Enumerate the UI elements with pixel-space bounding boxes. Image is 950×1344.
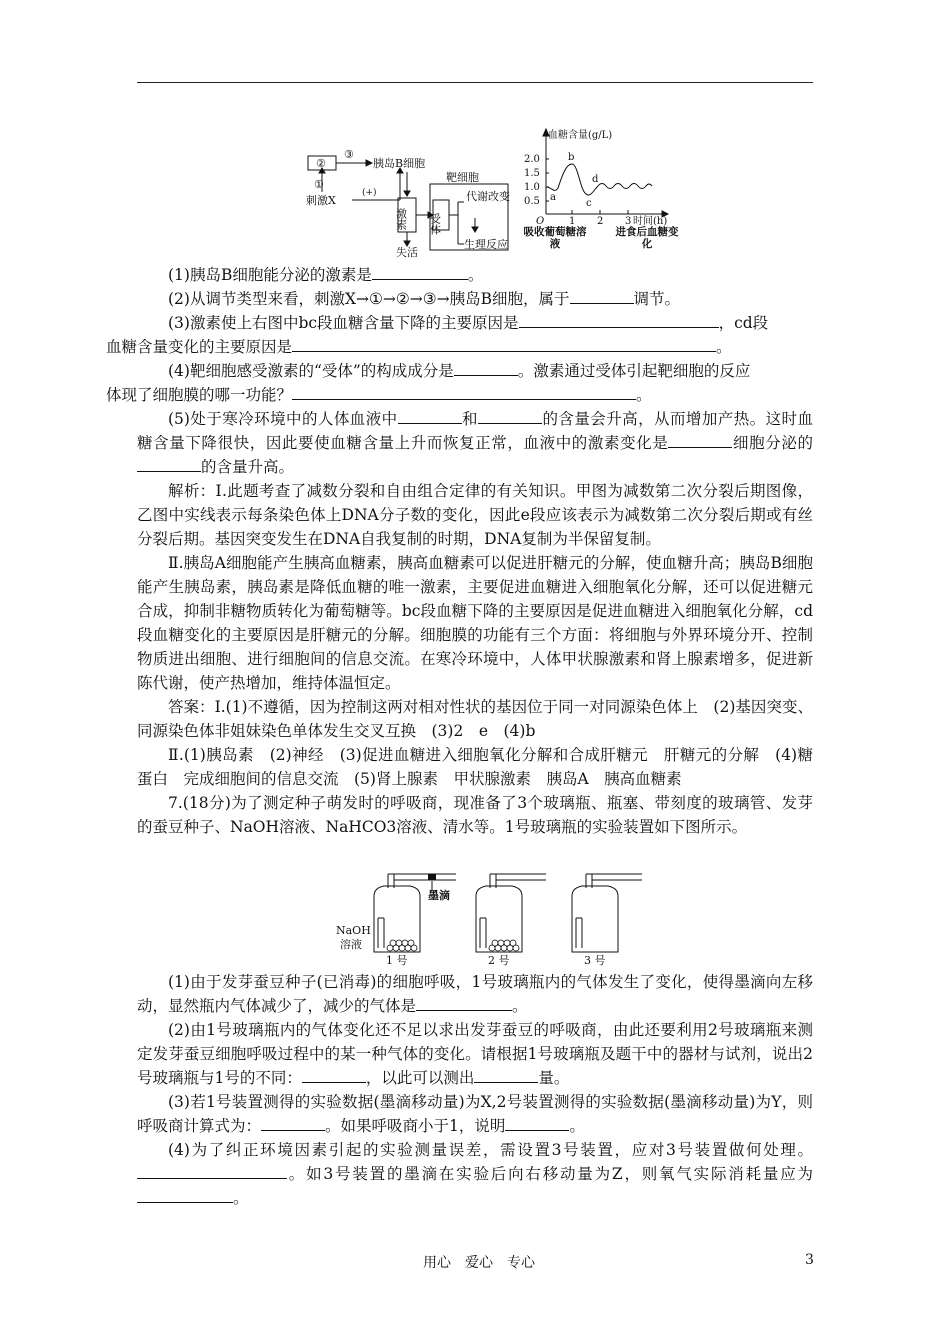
label-naoh-solution: 溶液 — [340, 938, 362, 951]
graph-ytick-0-5: 0.5 — [524, 196, 540, 207]
question-6-3: (3)激素使上右图中bc段血糖含量下降的主要原因是 ，cd段 血糖含量变化的主要原因是 。 — [106, 314, 769, 356]
blank[interactable] — [505, 1115, 569, 1131]
graph-ylabel: 血糖含量(g/L) — [548, 130, 613, 141]
flow-inactivation: 失活 — [396, 246, 418, 258]
question-7-3: (3)若1号装置测得的实验数据(墨滴移动量)为X,2号装置测得的实验数据(墨滴移动量)为Y，则呼吸商计算式为： 。如果呼吸商小于1，说明 。 — [137, 1093, 813, 1135]
page-number: 3 — [805, 1252, 814, 1268]
question-7-2: (2)由1号玻璃瓶内的气体变化还不足以求出发芽蚕豆的呼吸商，由此还要利用2号玻璃瓶来测定发芽蚕豆细胞呼吸过程中的某一种气体的变化。请根据1号玻璃瓶及题干中的器材与试剂，说出2号玻璃瓶与1号的不同： ，以此可以测出 量。 — [137, 1021, 813, 1087]
flow-node-1: ① — [314, 178, 324, 191]
regulation-flow-diagram — [300, 148, 512, 258]
header-rule — [137, 82, 813, 83]
blank[interactable] — [668, 432, 732, 448]
label-ink-drop: 墨滴 — [428, 889, 450, 902]
question-6-2: (2)从调节类型来看，刺激X→①→②→③→胰岛B细胞，属于 调节。 — [168, 290, 681, 308]
blank[interactable] — [261, 1115, 325, 1131]
blank[interactable] — [398, 408, 462, 424]
blank[interactable] — [292, 336, 716, 352]
blank[interactable] — [478, 408, 542, 424]
flow-plus: (+) — [362, 188, 377, 198]
flow-node-2: ② — [316, 157, 326, 170]
blank[interactable] — [372, 264, 468, 280]
blood-glucose-graph — [516, 124, 696, 258]
label-naoh: NaOH — [336, 924, 371, 937]
question-7-parts — [137, 970, 813, 1210]
blank[interactable] — [474, 1067, 538, 1083]
graph-caption-left: 吸收葡萄糖溶液 — [523, 226, 587, 250]
analysis-1: 解析：Ⅰ.此题考查了减数分裂和自由组合定律的有关知识。甲图为减数第二次分裂后期图像，乙图中实线表示每条染色体上DNA分子数的变化，因此e段应该表示为减数第二次分裂后期或有丝分裂后期。基因突变发生在DNA自我复制的时期，DNA复制为半保留复制。 — [137, 482, 813, 548]
blank[interactable] — [416, 995, 512, 1011]
flow-node-3: ③ — [344, 148, 354, 161]
graph-ytick-1-0: 1.0 — [524, 182, 540, 193]
graph-point-a: a — [550, 192, 556, 203]
flow-metabolism-change: 代谢改变 — [466, 190, 510, 203]
blank[interactable] — [519, 312, 719, 328]
footer-motto: 用心 爱心 专心 — [423, 1255, 535, 1271]
analysis-2: Ⅱ.胰岛A细胞能产生胰高血糖素，胰高血糖素可以促进肝糖元的分解，使血糖升高；胰岛B细胞能产生胰岛素，胰岛素是降低血糖的唯一激素，主要促进血糖进入细胞氧化分解，还可以促进糖元合成，抑制非糖物质转化为葡萄糖等。bc段血糖下降的主要原因是促进血糖进入细胞氧化分解，cd段血糖变化的主要原因是肝糖元的分解。细胞膜的功能有三个方面：将细胞与外界环境分开、控制物质进出细胞、进行细胞间的信息交流。在寒冷环境中，人体甲状腺激素和肾上腺素增多，促进新陈代谢，使产热增加，维持体温恒定。 — [137, 554, 813, 692]
blank[interactable] — [137, 456, 201, 472]
flow-physiological-response: 生理反应 — [464, 238, 508, 251]
graph-caption-right: 进食后血糖变化 — [615, 226, 679, 250]
graph-xunit: 时间(h) — [633, 216, 668, 227]
graph-point-c: c — [586, 198, 592, 209]
flow-target-cell: 靶细胞 — [446, 171, 479, 184]
graph-xtick-2: 2 — [597, 216, 604, 227]
flow-hormone: 激素 — [394, 208, 408, 230]
answer-2: Ⅱ.(1)胰岛素 (2)神经 (3)促进血糖进入细胞氧化分解和合成肝糖元 肝糖元的分解 (4)糖蛋白 完成细胞间的信息交流 (5)肾上腺素 甲状腺激素 胰岛A 胰高血糖素 — [137, 746, 813, 788]
answer-1: 答案：Ⅰ.(1)不遵循，因为控制这两对相对性状的基因位于同一对同源染色体上 (2)基因突变、同源染色体非姐妹染色单体发生交叉互换 (3)2 e (4)b — [137, 698, 813, 740]
question-7-4: (4)为了纠正环境因素引起的实验测量误差，需设置3号装置，应对3号装置做何处理。。如3号装置的墨滴在实验后向右移动量为Z，则氧气实际消耗量应为。 — [137, 1138, 813, 1210]
question-6-5: (5)处于寒冷环境中的人体血液中 和 的含量会升高，从而增加产热。这时血糖含量下降很快，因此要使血糖含量上升而恢复正常，血液中的激素变化是 细胞分泌的的含量升高。 — [137, 410, 813, 476]
blank[interactable] — [570, 288, 634, 304]
blank[interactable] — [292, 384, 636, 400]
blank[interactable] — [137, 1163, 287, 1179]
graph-origin: O — [536, 216, 545, 227]
bottle-apparatus-figure — [336, 868, 656, 966]
graph-xtick-1: 1 — [569, 216, 576, 227]
blank[interactable] — [302, 1067, 366, 1083]
flow-stimulus-x: 刺激X — [306, 194, 336, 207]
graph-point-d: d — [592, 174, 599, 185]
label-bottle-2: 2 号 — [488, 954, 510, 966]
question-block-6 — [106, 263, 813, 839]
graph-ytick-2-0: 2.0 — [524, 154, 540, 165]
question-6-4: (4)靶细胞感受激素的“受体”的构成成分是 。激素通过受体引起靶细胞的反应 体现了细胞膜的哪一功能？ 。 — [106, 362, 751, 404]
graph-point-b: b — [568, 152, 575, 163]
question-6-1: (1)胰岛B细胞能分泌的激素是 。 — [168, 266, 484, 284]
blank[interactable] — [454, 360, 518, 376]
graph-ytick-1-5: 1.5 — [524, 168, 540, 179]
label-bottle-1: 1 号 — [386, 954, 408, 966]
flow-node-b-cell: 胰岛B细胞 — [373, 157, 426, 170]
question-7-1: (1)由于发芽蚕豆种子(已消毒)的细胞呼吸，1号玻璃瓶内的气体发生了变化，使得墨滴向左移动，显然瓶内气体减少了，减少的气体是 。 — [137, 973, 813, 1015]
label-bottle-3: 3 号 — [584, 954, 606, 966]
flow-receptor: 受体 — [428, 213, 442, 235]
graph-xtick-3: 3 — [625, 216, 632, 227]
question-7-intro: 7.(18分)为了测定种子萌发时的呼吸商，现准备了3个玻璃瓶、瓶塞、带刻度的玻璃管、发芽的蚕豆种子、NaOH溶液、NaHCO3溶液、清水等。1号玻璃瓶的实验装置如下图所示。 — [137, 794, 813, 836]
blank[interactable] — [137, 1187, 233, 1203]
